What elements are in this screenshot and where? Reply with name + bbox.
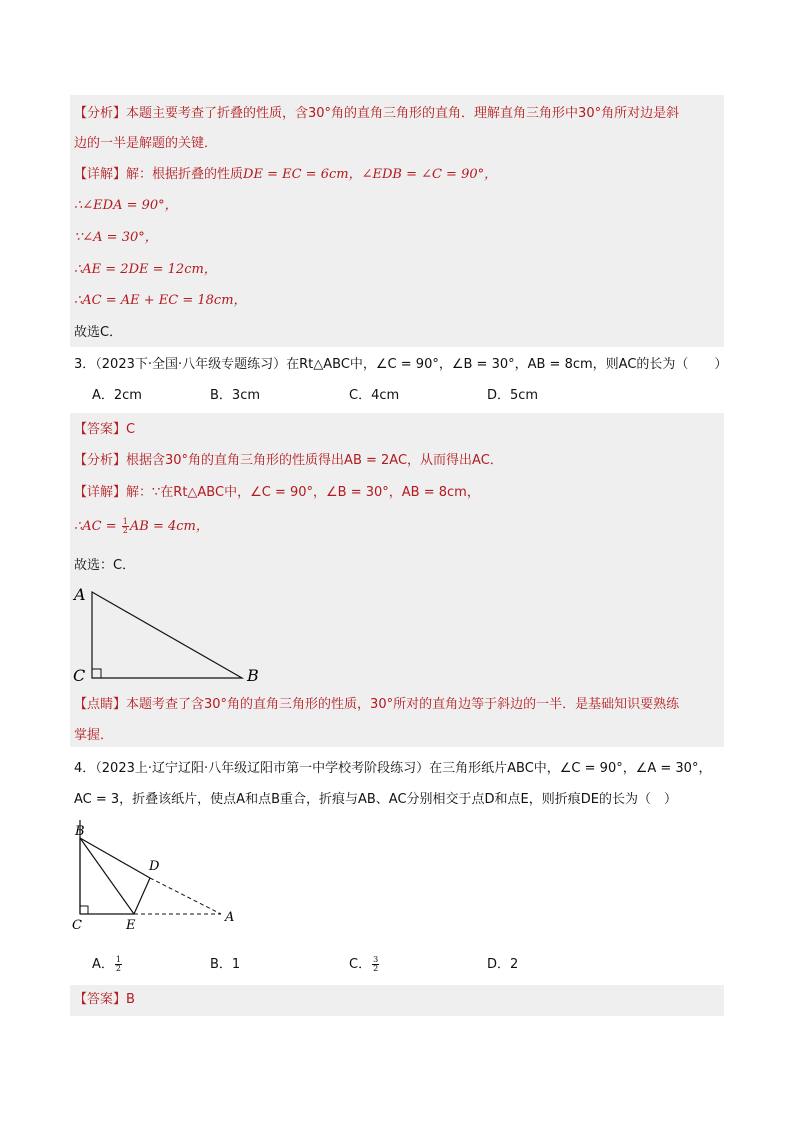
q4-option-c-den: 2 bbox=[373, 964, 379, 973]
question-3-stem: 3．（2023下·全国·八年级专题练习）在Rt△ABC中，∠C = 90°，∠B = 30°，AB = 8cm，则AC的长为（ ） bbox=[74, 357, 728, 372]
q3-detail-tag: 【详解】 bbox=[74, 485, 127, 500]
q3-right-angle-mark bbox=[92, 669, 101, 678]
q4-answer: B bbox=[126, 992, 135, 1007]
q3-comment-line-1 bbox=[74, 695, 679, 715]
q3-label-c: C bbox=[73, 666, 86, 685]
q4-answer-tag: 【答案】 bbox=[74, 992, 127, 1007]
q4-option-a-num: 1 bbox=[115, 955, 121, 964]
q3-triangle bbox=[92, 592, 242, 678]
q3-label-a: A bbox=[74, 585, 86, 604]
q4-right-angle-mark bbox=[80, 906, 88, 914]
q3-analysis-tag: 【分析】 bbox=[74, 453, 127, 468]
q3-detail-line bbox=[74, 483, 480, 503]
q3-comment-text-1: 本题考查了含30°角的直角三角形的性质，30°所对的直角边等于斜边的一半．是基础知识要熟练 bbox=[126, 697, 680, 712]
q4-dashed-da bbox=[150, 878, 221, 914]
q3-result-suffix: AB = 4cm， bbox=[129, 519, 209, 534]
q4-option-a-prefix: A． bbox=[92, 957, 114, 972]
q3-frac-num: 1 bbox=[122, 517, 128, 526]
q4-label-e: E bbox=[126, 918, 136, 933]
q3-result-prefix: ∴AC = bbox=[74, 519, 117, 534]
q4-label-a: A bbox=[225, 910, 235, 925]
q3-detail-text: 解：∵在Rt△ABC中，∠C = 90°，∠B = 30°，AB = 8cm， bbox=[126, 485, 480, 500]
q4-label-c: C bbox=[72, 918, 82, 933]
step-2: ∵∠A = 30°， bbox=[74, 230, 158, 245]
analysis-line-2: 边的一半是解题的关键． bbox=[74, 136, 218, 151]
q4-label-b: B bbox=[75, 824, 85, 839]
question-4-stem-1: 4．（2023上·辽宁辽阳·八年级辽阳市第一中学校考阶段练习）在三角形纸片ABC中，∠C = 90°，∠A = 30°， bbox=[74, 761, 712, 776]
q4-answer-line bbox=[74, 990, 135, 1010]
q4-segment-be bbox=[80, 838, 134, 914]
analysis-tag: 【分析】 bbox=[74, 106, 127, 121]
q3-option-d: D．5cm bbox=[487, 388, 539, 403]
q3-frac-den: 2 bbox=[122, 526, 128, 535]
detail-tag: 【详解】 bbox=[74, 167, 127, 182]
step-1: ∴∠EDA = 90°， bbox=[74, 198, 178, 213]
analysis-line-1 bbox=[74, 104, 679, 124]
q3-label-b: B bbox=[247, 666, 259, 685]
q3-triangle-figure bbox=[70, 582, 270, 687]
analysis-text-1: 本题主要考查了折叠的性质，含30°角的直角三角形的直角．理解直角三角形中30°角所对边是斜 bbox=[126, 106, 680, 121]
question-4-stem-2: AC = 3，折叠该纸片，使点A和点B重合，折痕与AB、AC分别相交于点D和点E，则折痕DE的长为（ ） bbox=[74, 792, 677, 807]
q3-option-a: A．2cm bbox=[92, 388, 142, 403]
q4-option-c bbox=[349, 955, 380, 975]
q3-analysis-text: 根据含30°角的直角三角形的性质得出AB = 2AC，从而得出AC． bbox=[126, 453, 503, 468]
choice-line-q2 bbox=[74, 323, 122, 343]
q4-option-c-num: 3 bbox=[373, 955, 379, 964]
q3-comment-tag: 【点睛】 bbox=[74, 697, 127, 712]
detail-math-1: DE = EC = 6cm，∠EDB = ∠C = 90°， bbox=[243, 167, 498, 182]
q3-analysis-line bbox=[74, 451, 503, 471]
solution-block-q4 bbox=[70, 985, 724, 1016]
step-3: ∴AE = 2DE = 12cm， bbox=[74, 262, 217, 277]
q3-choice-line: 故选：C． bbox=[74, 558, 136, 573]
q3-answer-line bbox=[74, 420, 135, 440]
q4-label-d: D bbox=[149, 859, 160, 874]
q3-answer: C bbox=[126, 422, 136, 437]
q4-side-bd bbox=[80, 838, 150, 878]
q4-option-c-prefix: C． bbox=[349, 957, 372, 972]
detail-intro: 解：根据折叠的性质 bbox=[126, 167, 244, 182]
detail-line-1 bbox=[74, 165, 497, 185]
q4-option-c-fraction bbox=[372, 956, 379, 973]
q4-option-d: D．2 bbox=[487, 957, 519, 972]
q4-option-a-fraction bbox=[115, 956, 122, 973]
step-4: ∴AC = AE + EC = 18cm， bbox=[74, 293, 247, 308]
q4-triangle-figure bbox=[68, 820, 248, 940]
q4-option-b: B．1 bbox=[210, 957, 241, 972]
q3-option-c: C．4cm bbox=[349, 388, 400, 403]
q3-result-line bbox=[74, 517, 209, 537]
q4-crease-de bbox=[134, 878, 150, 914]
q3-fraction bbox=[122, 518, 129, 535]
q3-comment-line-2: 掌握． bbox=[74, 728, 114, 743]
q4-option-a-den: 2 bbox=[115, 964, 121, 973]
q4-option-a bbox=[92, 955, 123, 975]
q3-answer-tag: 【答案】 bbox=[74, 422, 127, 437]
q3-option-b: B．3cm bbox=[210, 388, 261, 403]
choice-text-q2: 故选C． bbox=[74, 325, 123, 340]
